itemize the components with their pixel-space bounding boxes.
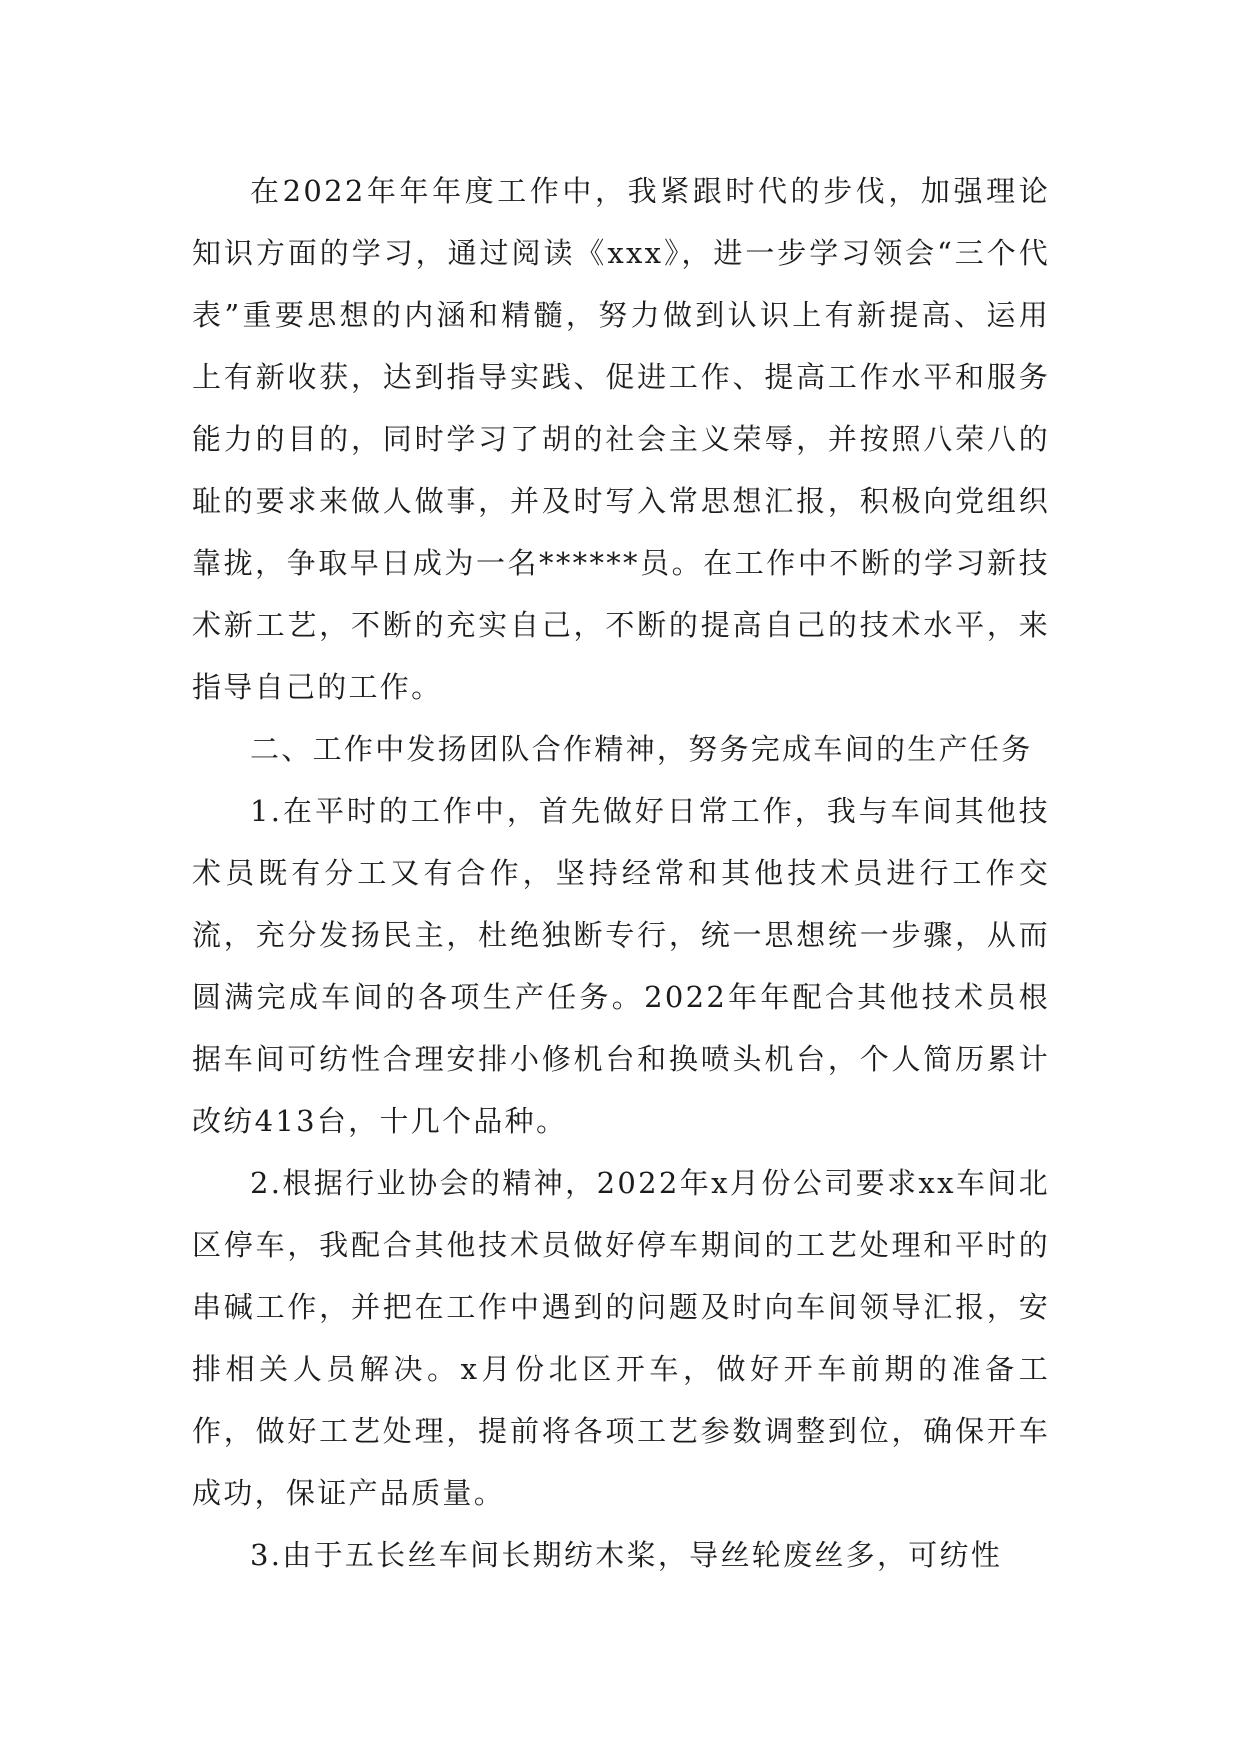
- paragraph-item-1: 1.在平时的工作中，首先做好日常工作，我与车间其他技术员既有分工又有合作，坚持经常和其他技术员进行工作交流，充分发扬民主，杜绝独断专行，统一思想统一步骤，从而圆满完成车间的各项生产任务。2022年年配合其他技术员根据车间可纺性合理安排小修机台和换喷头机台，个人简历累计改纺413台，十几个品种。: [192, 794, 1050, 1138]
- document-page: [192, 160, 1050, 1586]
- paragraph-item-2: 2.根据行业协会的精神，2022年x月份公司要求xx车间北区停车，我配合其他技术员做好停车期间的工艺处理和平时的串碱工作，并把在工作中遇到的问题及时向车间领导汇报，安排相关人员解决。x月份北区开车，做好开车前期的准备工作，做好工艺处理，提前将各项工艺参数调整到位，确保开车成功，保证产品质量。: [192, 1166, 1050, 1510]
- paragraph-section-two-heading: 二、工作中发扬团队合作精神，努务完成车间的生产任务: [250, 732, 1033, 766]
- paragraph-study: 在2022年年年度工作中，我紧跟时代的步伐，加强理论知识方面的学习，通过阅读《xxx》，进一步学习领会“三个代表”重要思想的内涵和精髓，努力做到认识上有新提高、运用上有新收获，达到指导实践、促进工作、提高工作水平和服务能力的目的，同时学习了胡的社会主义荣辱，并按照八荣八的耻的要求来做人做事，并及时写入常思想汇报，积极向党组织靠拢，争取早日成为一名******员。在工作中不断的学习新技术新工艺，不断的充实自己，不断的提高自己的技术水平，来指导自己的工作。: [192, 174, 1050, 704]
- paragraph-item-3: 3.由于五长丝车间长期纺木桨，导丝轮废丝多，可纺性: [250, 1538, 1003, 1572]
